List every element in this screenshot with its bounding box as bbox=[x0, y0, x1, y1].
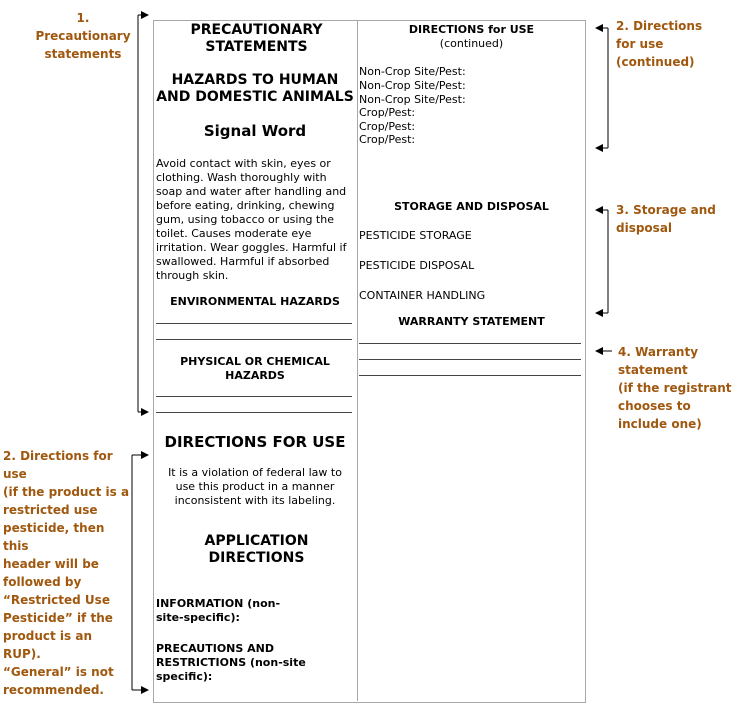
blank-line bbox=[359, 375, 581, 376]
column-divider bbox=[357, 21, 358, 701]
physical-chemical-heading: PHYSICAL OR CHEMICAL HAZARDS bbox=[180, 355, 330, 382]
blank-line bbox=[156, 339, 352, 340]
violation-text: It is a violation of federal law to use this product in a manner inconsistent with its labeling. bbox=[168, 466, 342, 507]
directions-continued-sub: (continued) bbox=[439, 37, 504, 50]
blank-line bbox=[359, 343, 581, 344]
callout-directions-for-use: 2. Directions for use (if the product is a restricted use pesticide, then this header will be followed by “Restricted Use Pesticide” if the product is an RUP). “General” is not recommended. bbox=[3, 449, 130, 697]
environmental-hazards-heading: ENVIRONMENTAL HAZARDS bbox=[170, 295, 340, 308]
site-pest-line: Non-Crop Site/Pest: bbox=[359, 93, 466, 106]
directions-heading: DIRECTIONS FOR USE bbox=[164, 433, 346, 451]
warranty-heading: WARRANTY STATEMENT bbox=[398, 315, 545, 328]
precautionary-heading: PRECAUTIONARY STATEMENTS bbox=[190, 22, 323, 55]
pesticide-storage-heading: PESTICIDE STORAGE bbox=[359, 229, 472, 242]
container-handling-heading: CONTAINER HANDLING bbox=[359, 289, 486, 302]
site-pest-line: Crop/Pest: bbox=[359, 120, 416, 133]
application-heading: APPLICATION DIRECTIONS bbox=[204, 533, 309, 566]
site-pest-line: Crop/Pest: bbox=[359, 133, 416, 146]
callout-warranty: 4. Warranty statement (if the registrant chooses to include one) bbox=[618, 345, 732, 431]
directions-continued-heading: DIRECTIONS for USE bbox=[408, 23, 535, 36]
label-panel bbox=[153, 20, 586, 703]
callout-directions-continued: 2. Directions for use (continued) bbox=[616, 19, 703, 69]
blank-line bbox=[359, 359, 581, 360]
callout-storage-disposal: 3. Storage and disposal bbox=[616, 203, 716, 235]
callout-precautionary: 1. Precautionary statements bbox=[35, 11, 131, 61]
precautions-heading: PRECAUTIONS AND RESTRICTIONS (non-site specific): bbox=[156, 642, 306, 683]
site-pest-line: Non-Crop Site/Pest: bbox=[359, 65, 466, 78]
signal-word-heading: Signal Word bbox=[203, 122, 307, 140]
storage-disposal-heading: STORAGE AND DISPOSAL bbox=[394, 200, 549, 213]
blank-line bbox=[156, 323, 352, 324]
site-pest-line: Non-Crop Site/Pest: bbox=[359, 79, 466, 92]
blank-line bbox=[156, 412, 352, 413]
information-heading: INFORMATION (non-site-specific): bbox=[156, 597, 281, 624]
hazards-human-heading: HAZARDS TO HUMAN AND DOMESTIC ANIMALS bbox=[156, 72, 354, 105]
pesticide-disposal-heading: PESTICIDE DISPOSAL bbox=[359, 259, 475, 272]
blank-line bbox=[156, 396, 352, 397]
hazard-statement-text: Avoid contact with skin, eyes or clothing. Wash thoroughly with soap and water after handling and before eating, drinking, chewing gum, using tobacco or using the toilet. Causes moderate eye irritation. Wear goggles. Harmful if swallowed. Harmful if absorbed through skin. bbox=[156, 157, 347, 282]
site-pest-line: Crop/Pest: bbox=[359, 106, 416, 119]
